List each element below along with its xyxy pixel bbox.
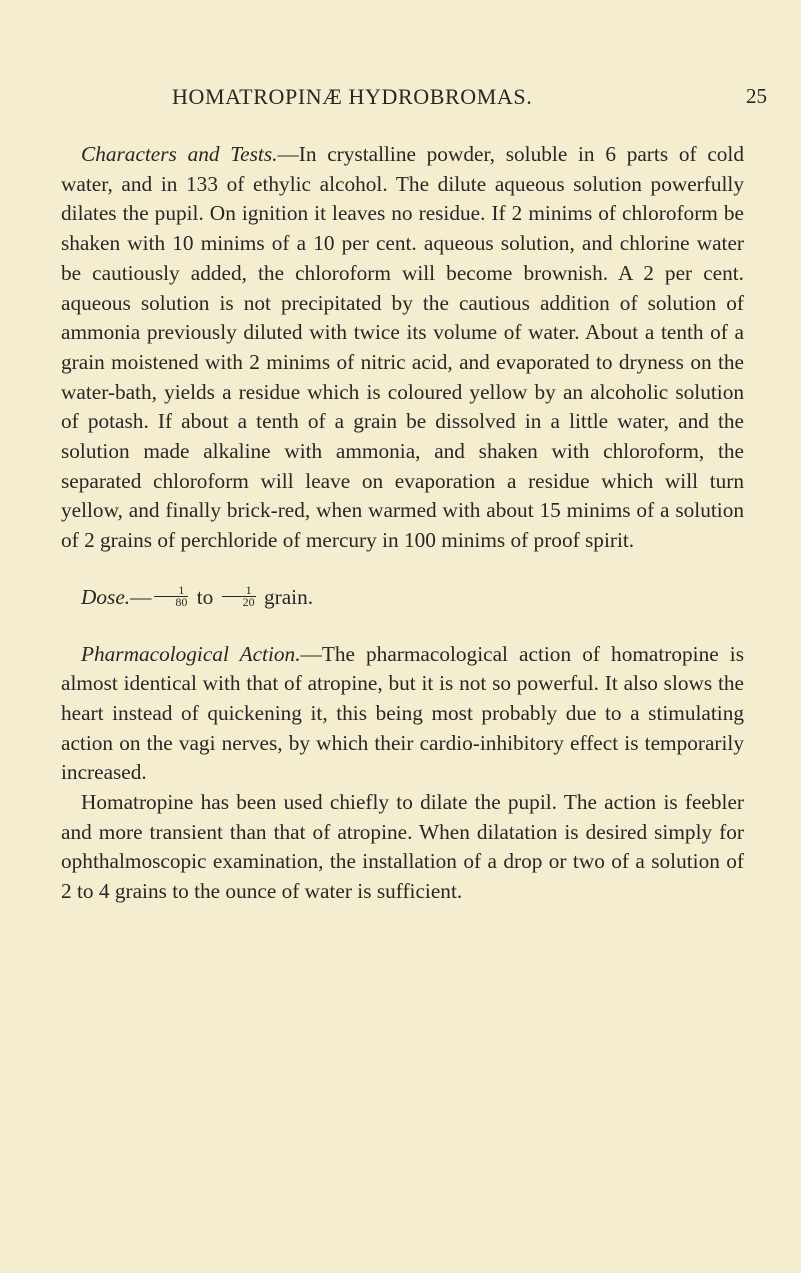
characters-paragraph — [61, 140, 744, 556]
pharmacological-heading: Pharmacological Action. — [81, 641, 301, 666]
dose-from-denominator: 80 — [175, 595, 188, 610]
dose-to-numerator: 1 — [222, 585, 256, 597]
dose-to-denominator: 20 — [242, 595, 255, 610]
paragraph-gap — [61, 556, 744, 583]
paragraph-gap — [61, 613, 744, 640]
dose-fraction-to — [222, 585, 256, 608]
running-title: HOMATROPINÆ HYDROBROMAS. — [172, 84, 533, 109]
dose-from-numerator: 1 — [154, 585, 188, 597]
dose-paragraph — [61, 583, 744, 613]
characters-heading: Characters and Tests. — [81, 142, 278, 166]
page-number: 25 — [746, 84, 767, 108]
page-header — [0, 84, 801, 114]
pharmacological-paragraph — [61, 640, 744, 789]
dose-dash: — — [130, 584, 152, 609]
pharmacological-text: —The pharmacological action of homatropine is almost identical with that of atropine, but it is not so powerful. It also slows the heart instead of quickening it, this being most probably due to a stimulating action on the vagi nerves, by which their cardio-inhibitory effect is temporarily increased. — [61, 641, 744, 785]
dose-to-word: to — [196, 584, 214, 609]
page-body — [61, 140, 744, 907]
homatropine-paragraph: Homatropine has been used chiefly to dilate the pupil. The action is feebler and more transient than that of atropine. When dilatation is desired simply for ophthalmoscopic examination, the installation of a drop or two of a solution of 2 to 4 grains to the ounce of water is sufficient. — [61, 790, 744, 904]
dose-unit: grain. — [263, 584, 314, 609]
dose-fraction-from — [154, 585, 188, 608]
dose-heading: Dose. — [81, 584, 131, 609]
characters-text: —In crystalline powder, soluble in 6 parts of cold water, and in 133 of ethylic alcohol. The dilute aqueous solution powerfully dilates the pupil. On ignition it leaves no residue. If 2 minims of chloroform be shaken with 10 minims of a 10 per cent. aqueous solution, and chlorine water be cautiously added, the chloroform will become brownish. A 2 per cent. aqueous solution is not precipitated by the cautious addition of solution of ammonia previously diluted with twice its volume of water. About a tenth of a grain moistened with 2 minims of nitric acid, and evaporated to dryness on the water-bath, yields a residue which is coloured yellow by an alcoholic solution of potash. If about a tenth of a grain be dissolved in a little water, and the solution made alkaline with ammonia, and shaken with chloroform, the separated chloroform will leave on evaporation a residue which will turn yellow, and finally brick-red, when warmed with about 15 minims of a solution of 2 grains of perchloride of mercury in 100 minims of proof spirit. — [61, 142, 745, 553]
